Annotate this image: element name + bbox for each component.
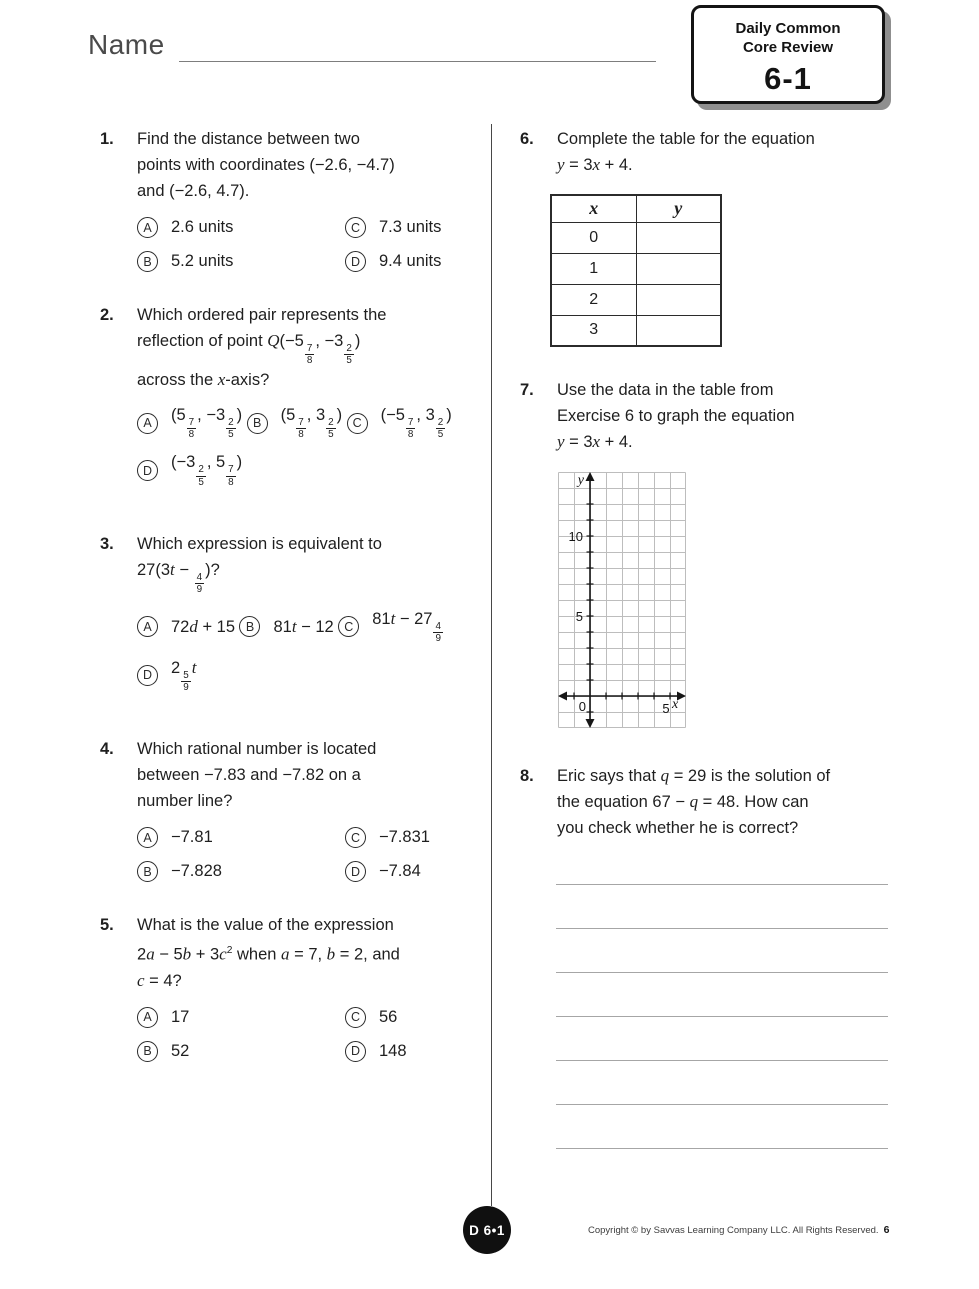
answer-lines bbox=[556, 841, 888, 1149]
choice-letter-bubble: A bbox=[137, 413, 158, 434]
question-8-number: 8. bbox=[520, 767, 534, 785]
right-column bbox=[520, 126, 892, 1179]
choice-letter-bubble: A bbox=[137, 827, 158, 848]
choice-text: −7.84 bbox=[379, 862, 421, 881]
question-5 bbox=[100, 912, 478, 1062]
choice-letter-bubble: B bbox=[137, 861, 158, 882]
choice-text: 81t − 12 bbox=[273, 616, 334, 636]
table-header-row bbox=[551, 195, 721, 222]
choice-text: 72d + 15 bbox=[171, 616, 236, 636]
column-divider bbox=[491, 124, 492, 1206]
x-value-cell: 3 bbox=[551, 315, 636, 346]
choice-b bbox=[137, 251, 345, 272]
choice-text: 56 bbox=[379, 1007, 398, 1026]
choice-text: 2 $\frac{5}{9}$ t bbox=[171, 657, 197, 693]
x-value-cell: 2 bbox=[551, 284, 636, 315]
choice-letter-bubble: D bbox=[345, 861, 366, 882]
choice-text: 5.2 units bbox=[171, 252, 234, 270]
answer-line[interactable] bbox=[556, 1105, 888, 1149]
question-2-choices bbox=[137, 406, 478, 501]
question-1-text: Find the distance between two points with coordinates (−2.6, −4.7) and (−2.6, 4.7). bbox=[137, 130, 395, 200]
choice-c bbox=[345, 1007, 478, 1028]
choice-letter-bubble: A bbox=[137, 616, 158, 637]
y-input-cell[interactable] bbox=[636, 284, 721, 315]
question-3-choices bbox=[137, 609, 478, 706]
question-3-number: 3. bbox=[100, 535, 114, 554]
question-2 bbox=[100, 302, 478, 501]
choice-d bbox=[137, 658, 196, 694]
question-8-text: Eric says that q = 29 is the solution of the equation 67 − q = 48. How can you check whether he is correct? bbox=[557, 766, 831, 837]
answer-line[interactable] bbox=[556, 841, 888, 885]
x-axis-arrow-left bbox=[558, 692, 567, 701]
badge-lesson-number: 6-1 bbox=[764, 61, 812, 96]
question-4 bbox=[100, 736, 478, 882]
badge-title-line2: Core Review bbox=[742, 39, 834, 56]
choice-b bbox=[247, 406, 343, 441]
question-5-number: 5. bbox=[100, 916, 114, 935]
question-7-number: 7. bbox=[520, 381, 534, 399]
answer-line[interactable] bbox=[556, 973, 888, 1017]
choice-c bbox=[345, 827, 478, 848]
choice-text: 7.3 units bbox=[379, 218, 442, 236]
question-1 bbox=[100, 126, 478, 272]
choice-letter-bubble: C bbox=[345, 1007, 366, 1028]
question-4-choices bbox=[137, 827, 478, 882]
question-3 bbox=[100, 531, 478, 706]
choice-text: 9.4 units bbox=[379, 252, 442, 270]
question-5-text: What is the value of the expression $2a - 5b + 3c^2$ when a = 7, b = 2, and c = 4? bbox=[137, 916, 400, 990]
question-6-text: Complete the table for the equation y = 3x + 4. bbox=[557, 130, 815, 174]
choice-a bbox=[137, 1007, 345, 1028]
choice-a bbox=[137, 406, 242, 441]
left-column bbox=[100, 126, 478, 1092]
x-column-header: x bbox=[551, 195, 636, 222]
choice-text: 148 bbox=[379, 1041, 407, 1060]
question-4-text: Which rational number is located between −7.83 and −7.82 on a number line? bbox=[137, 740, 377, 811]
badge-title-line1: Daily Common bbox=[735, 20, 841, 37]
choice-text: 2.6 units bbox=[171, 218, 234, 236]
table-row bbox=[551, 284, 721, 315]
origin-label: 0 bbox=[578, 699, 586, 714]
choice-text: −7.81 bbox=[171, 828, 213, 847]
question-8 bbox=[520, 763, 892, 1149]
y-tick-label-10: 10 bbox=[568, 529, 583, 544]
lesson-badge bbox=[691, 5, 885, 104]
choice-letter-bubble: C bbox=[338, 616, 359, 637]
y-column-header: y bbox=[636, 195, 721, 222]
y-input-cell[interactable] bbox=[636, 253, 721, 284]
equation-table bbox=[550, 194, 722, 347]
choice-letter-bubble: B bbox=[137, 251, 158, 272]
grid-lines bbox=[559, 473, 686, 728]
question-2-text: Which ordered pair represents the reflection of point Q(−5 $\frac{7}{8}$ , −3 $\frac{2}{5}$ ) across the x-axis? bbox=[137, 306, 387, 389]
table-row bbox=[551, 253, 721, 284]
choice-letter-bubble: B bbox=[137, 1041, 158, 1062]
choice-letter-bubble: D bbox=[345, 251, 366, 272]
choice-letter-bubble: A bbox=[137, 217, 158, 238]
y-tick-label-5: 5 bbox=[575, 609, 583, 624]
x-axis-arrow-right bbox=[677, 692, 686, 701]
choice-letter-bubble: A bbox=[137, 1007, 158, 1028]
question-4-number: 4. bbox=[100, 740, 114, 759]
name-field bbox=[88, 28, 656, 62]
table-row bbox=[551, 222, 721, 253]
choice-letter-bubble: D bbox=[137, 665, 158, 686]
choice-text: (−3 $\frac{2}{5}$ , 5 $\frac{7}{8}$ ) bbox=[171, 453, 243, 488]
name-underline[interactable] bbox=[179, 32, 656, 62]
choice-text: −7.828 bbox=[171, 862, 222, 881]
choice-text: 52 bbox=[171, 1041, 190, 1060]
copyright-line bbox=[588, 1224, 889, 1236]
answer-line[interactable] bbox=[556, 929, 888, 973]
choice-letter-bubble: C bbox=[345, 217, 366, 238]
y-axis-arrow-up bbox=[586, 472, 595, 481]
answer-line[interactable] bbox=[556, 1017, 888, 1061]
choice-a bbox=[137, 616, 235, 637]
answer-line[interactable] bbox=[556, 885, 888, 929]
choice-b bbox=[137, 1041, 345, 1062]
choice-letter-bubble: B bbox=[247, 413, 268, 434]
choice-letter-bubble: D bbox=[137, 460, 158, 481]
choice-d bbox=[345, 251, 478, 272]
x-value-cell: 1 bbox=[551, 253, 636, 284]
question-6 bbox=[520, 126, 892, 347]
question-6-number: 6. bbox=[520, 130, 534, 148]
answer-line[interactable] bbox=[556, 1061, 888, 1105]
table-row bbox=[551, 315, 721, 346]
choice-text: 17 bbox=[171, 1007, 190, 1026]
choice-d bbox=[137, 453, 242, 488]
choice-text: −7.831 bbox=[379, 828, 430, 847]
graph-container bbox=[558, 472, 892, 733]
choice-letter-bubble: C bbox=[345, 827, 366, 848]
choice-a bbox=[137, 827, 345, 848]
question-3-text: Which expression is equivalent to 27(3t − $\frac{4}{9}$ )? bbox=[137, 535, 382, 596]
x-value-cell: 0 bbox=[551, 222, 636, 253]
y-axis-label: y bbox=[577, 473, 584, 488]
question-5-choices bbox=[137, 1007, 478, 1062]
choice-text: 81t − 27 $\frac{4}{9}$ bbox=[372, 608, 441, 645]
choice-letter-bubble: D bbox=[345, 1041, 366, 1062]
y-input-cell[interactable] bbox=[636, 315, 721, 346]
question-7 bbox=[520, 377, 892, 733]
choice-b bbox=[137, 861, 345, 882]
y-axis-arrow-down bbox=[586, 719, 595, 728]
y-input-cell[interactable] bbox=[636, 222, 721, 253]
question-1-number: 1. bbox=[100, 130, 114, 148]
question-2-number: 2. bbox=[100, 306, 114, 324]
choice-c bbox=[347, 406, 452, 441]
choice-text: (5 $\frac{7}{8}$ , −3 $\frac{2}{5}$ ) bbox=[171, 405, 243, 441]
choice-c bbox=[345, 217, 478, 238]
name-label: Name bbox=[88, 29, 165, 60]
coordinate-grid bbox=[558, 472, 686, 728]
choice-b bbox=[239, 616, 333, 637]
question-1-choices bbox=[137, 217, 478, 272]
copyright-text: Copyright © by Savvas Learning Company LLC. All Rights Reserved. bbox=[588, 1225, 879, 1236]
x-tick-label-5: 5 bbox=[662, 701, 670, 716]
page-tab-badge: D 6•1 bbox=[463, 1206, 511, 1254]
x-axis-label: x bbox=[672, 697, 679, 712]
choice-d bbox=[345, 1041, 478, 1062]
question-7-text: Use the data in the table from Exercise 6 to graph the equation y = 3x + 4. bbox=[557, 381, 795, 451]
page-number: 6 bbox=[883, 1224, 890, 1236]
choice-letter-bubble: B bbox=[239, 616, 260, 637]
choice-d bbox=[345, 861, 478, 882]
choice-letter-bubble: C bbox=[347, 413, 368, 434]
choice-a bbox=[137, 217, 345, 238]
choice-text: (5 $\frac{7}{8}$ , 3 $\frac{2}{5}$ ) bbox=[280, 405, 343, 441]
choice-text: (−5 $\frac{7}{8}$ , 3 $\frac{2}{5}$ ) bbox=[380, 405, 452, 441]
choice-c bbox=[338, 609, 444, 645]
